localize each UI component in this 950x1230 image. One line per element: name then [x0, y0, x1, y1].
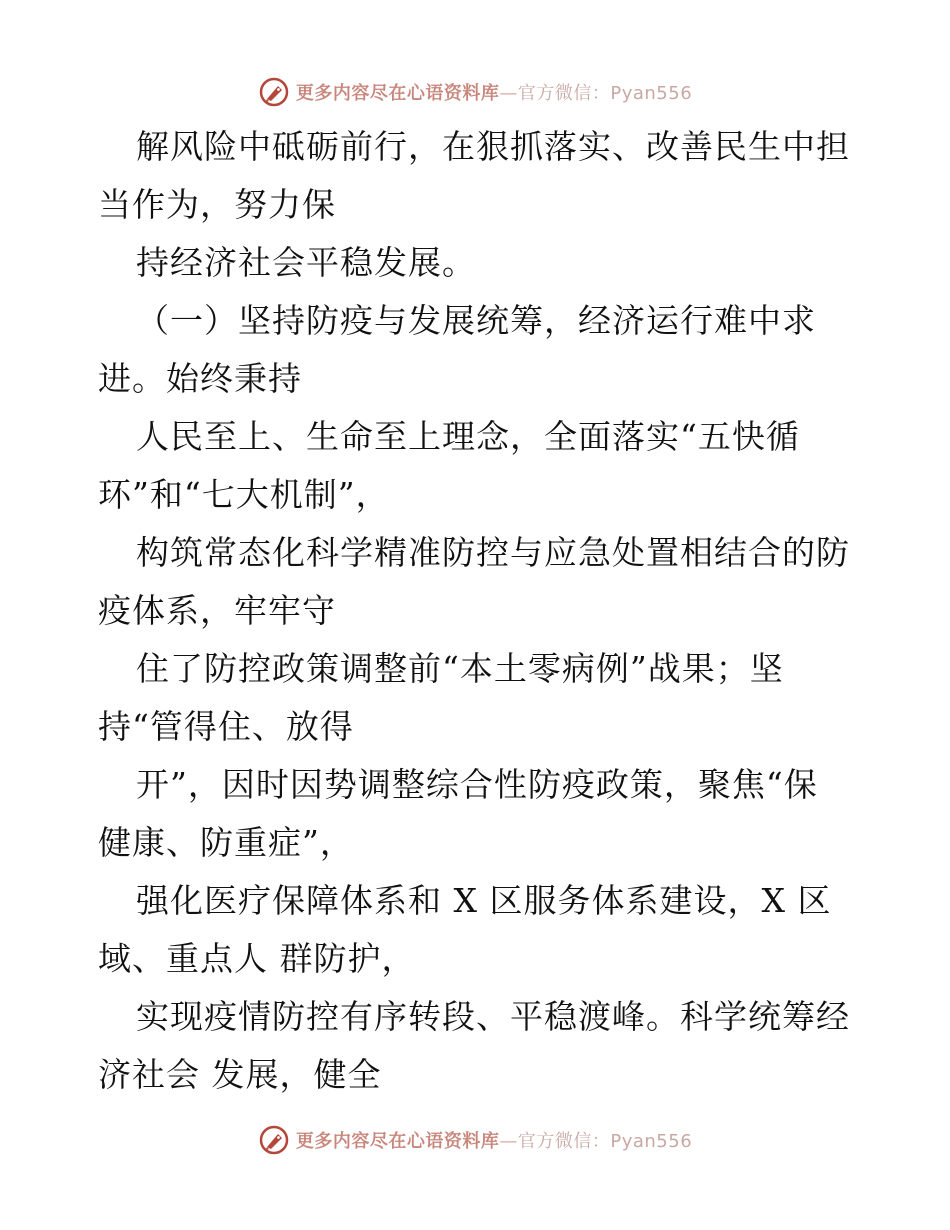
paragraph-continuation: 疫体系，牢牢守: [98, 591, 336, 630]
paragraph-continuation: 当作为，努力保: [98, 185, 336, 224]
footer-banner-text: [296, 1127, 692, 1153]
paragraph-2: [98, 234, 858, 292]
paragraph-8: [98, 872, 858, 988]
paragraph-first-line: 开”，因时因势调整综合性防疫政策，聚焦“保: [136, 765, 818, 804]
paragraph-continuation: 域、重点人 群防护，: [98, 939, 416, 978]
paragraph-continuation: 济社会 发展，健全: [98, 1055, 382, 1094]
footer-banner-content: [258, 1124, 692, 1156]
paragraph-continuation: 环”和“七大机制”，: [98, 475, 390, 514]
pen-nib-logo-icon: [258, 76, 290, 108]
paragraph-first-line: 解风险中砥砺前行，在狠抓落实、改善民生中担: [136, 127, 850, 166]
paragraph-3: [98, 292, 858, 408]
footer-wechat-text: 官方微信：Pyan556: [517, 1131, 693, 1152]
paragraph-5: [98, 524, 858, 640]
document-body: [98, 118, 858, 1104]
paragraph-first-line: 强化医疗保障体系和 X 区服务体系建设，X 区: [136, 881, 832, 920]
footer-banner: [0, 1118, 950, 1162]
paragraph-first-line: （一）坚持防疫与发展统筹，经济运行难中求: [136, 301, 816, 340]
paragraph-first-line: 住了防控政策调整前“本土零病例”战果；坚: [136, 649, 784, 688]
paragraph-continuation: 进。始终秉持: [98, 359, 302, 398]
header-wechat-text: 官方微信：Pyan556: [517, 83, 693, 104]
paragraph-first-line: 持经济社会平稳发展。: [136, 243, 476, 282]
paragraph-first-line: 实现疫情防控有序转段、平稳渡峰。科学统筹经: [136, 997, 850, 1036]
paragraph-6: [98, 640, 858, 756]
paragraph-4: [98, 408, 858, 524]
paragraph-9: [98, 988, 858, 1104]
paragraph-first-line: 构筑常态化科学精准防控与应急处置相结合的防: [136, 533, 850, 572]
pen-nib-logo-icon: [258, 1124, 290, 1156]
paragraph-first-line: 人民至上、生命至上理念，全面落实“五快循: [136, 417, 800, 456]
footer-separator: —: [499, 1131, 518, 1152]
header-banner-content: [258, 76, 692, 108]
paragraph-7: [98, 756, 858, 872]
header-brand-text: 更多内容尽在心语资料库: [295, 83, 500, 104]
paragraph-continuation: 健康、防重症”，: [98, 823, 354, 862]
footer-brand-text: 更多内容尽在心语资料库: [295, 1131, 500, 1152]
header-separator: —: [499, 83, 518, 104]
paragraph-1: [98, 118, 858, 234]
header-banner: [0, 70, 950, 114]
paragraph-continuation: 持“管得住、放得: [98, 707, 354, 746]
header-banner-text: [296, 79, 692, 105]
